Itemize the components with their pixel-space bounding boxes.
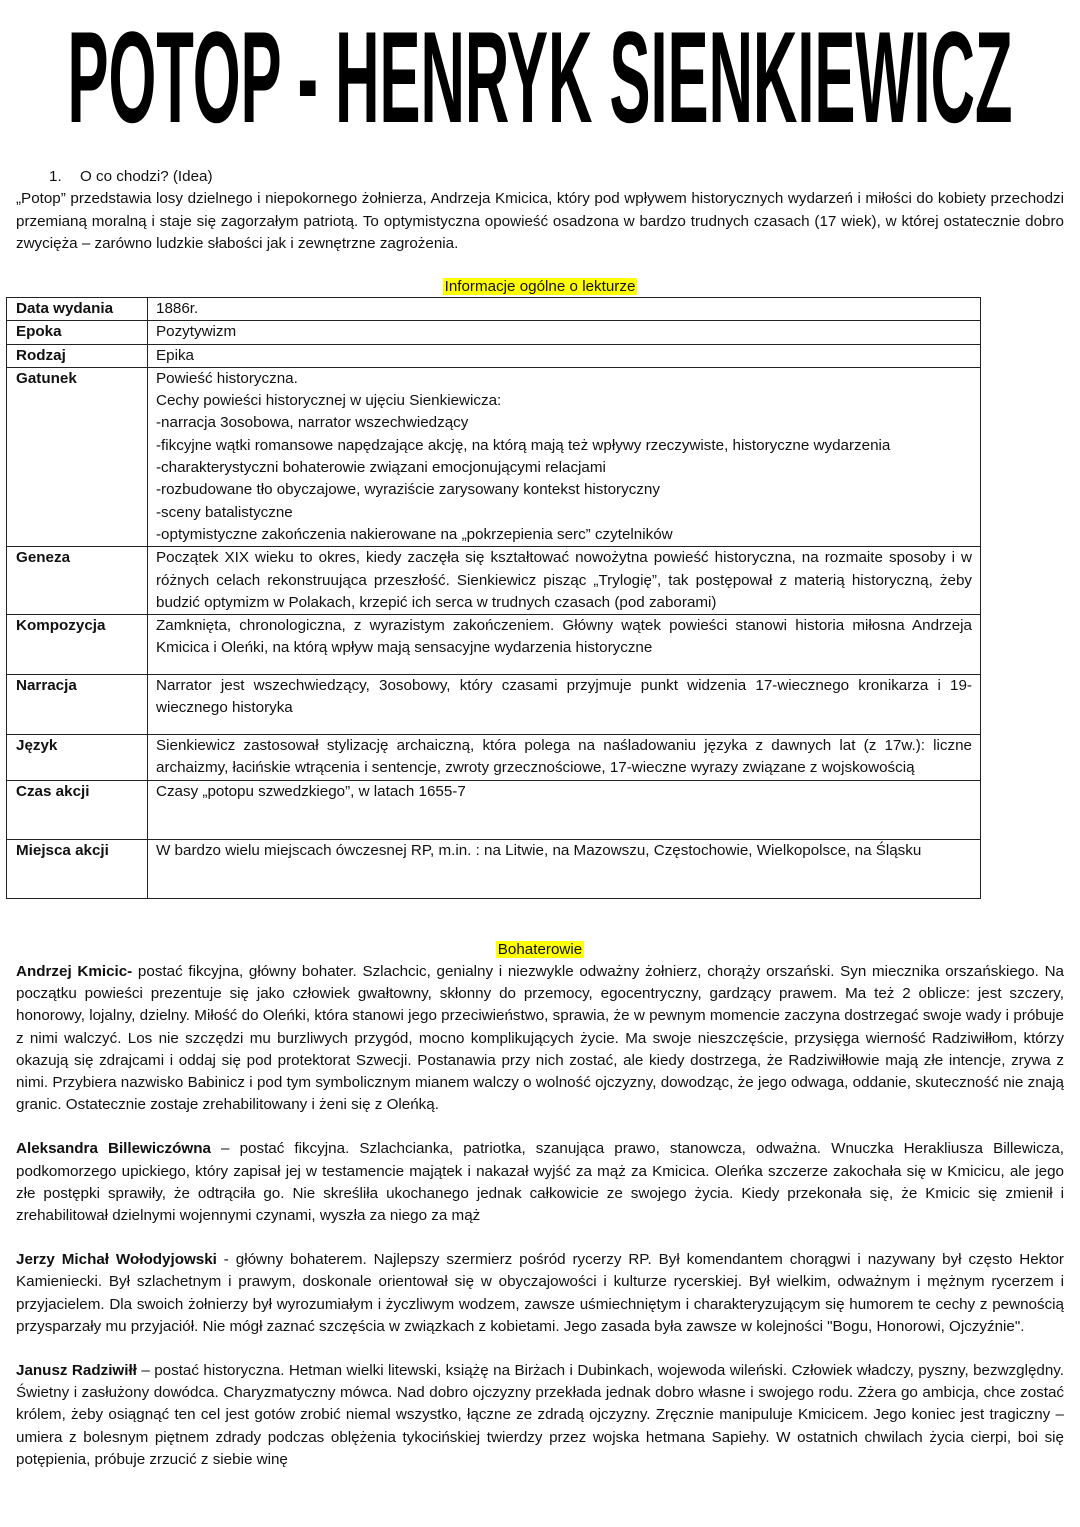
row-value: Sienkiewicz zastosował stylizację archaiczną, która polega na naśladowaniu języka z dawnych lat (z 17w.): liczne archaizmy, łacińskie wtrącenia i sentencje, zwroty grzecznościowe, 17-wieczne wyrazy związane z wojskowością xyxy=(148,735,981,781)
hero-paragraph xyxy=(16,1360,1064,1471)
table-row xyxy=(7,298,981,321)
idea-number: 1. xyxy=(49,168,62,185)
row-value: Powieść historyczna. Cechy powieści historycznej w ujęciu Sienkiewicza: -narracja 3osobowa, narrator wszechwiedzący -fikcyjne wątki romansowe napędzające akcję, na którą mają też wpływy rzeczywiste, historyczne wydarzenia -charakterystyczni bohaterowie związani emocjonującymi relacjami -rozbudowane tło obyczajowe, wyraziście zarysowany kontekst historyczny -sceny batalistyczne -optymistyczne zakończenia nakierowane na „pokrzepienia serc” czytelników xyxy=(148,367,981,546)
table-row xyxy=(7,321,981,344)
heroes-section xyxy=(16,961,1064,1493)
table-row xyxy=(7,547,981,615)
idea-text: „Potop” przedstawia losy dzielnego i niepokornego żołnierza, Andrzeja Kmicica, który pod wpływem historycznych wydarzeń i miłości do kobiety przechodzi przemianą moralną i staje się zagorzałym patriotą. To optymistyczna opowieść osadzona w bardzo trudnych czasach (17 wiek), w której ostatecznie dobro zwycięża – zarówno ludzkie słabości jak i zewnętrzne zagrożenia. xyxy=(16,190,1064,252)
row-label: Miejsca akcji xyxy=(7,839,148,898)
idea-heading-text: O co chodzi? (Idea) xyxy=(80,168,213,185)
heroes-heading xyxy=(0,940,1080,960)
table-row xyxy=(7,839,981,898)
hero-name: Andrzej Kmicic- xyxy=(16,963,133,980)
heroes-heading-text: Bohaterowie xyxy=(497,941,583,958)
row-value: Początek XIX wieku to okres, kiedy zaczęła się kształtować nowożytna powieść historyczna, na rozmaite sposoby i w różnych celach rekonstruująca przeszłość. Sienkiewicz pisząc „Trylogię”, tak postępował z materią historyczną, żeby budzić optymizm w Polakach, krzepić ich serca w trudnych czasach (pod zaborami) xyxy=(148,547,981,615)
hero-name: Jerzy Michał Wołodyjowski xyxy=(16,1251,217,1269)
row-label: Geneza xyxy=(7,547,148,615)
table-row xyxy=(7,367,981,546)
page-title xyxy=(0,4,1080,144)
hero-description: – postać fikcyjna. Szlachcianka, patriotka, szanująca prawo, stanowcza, odważna. Wnuczka Herakliusza Billewicza, podkomorzego upickiego, który zapisał jej w testamencie majątek i nakazał wyjść za mąż za Kmicica. Oleńka szczerze zakochała się w Kmicicu, ale jego złe postępki sprawiły, że odtrąciła go. Nie skreśliła ukochanego jednak całkowicie ze swojego życia. Kiedy przekonała się, że Kmicic się zmienił i zrehabilitował dzielnymi wojennymi czynami, wyszła za niego za mąż xyxy=(16,1140,1064,1225)
info-table xyxy=(6,297,981,899)
hero-description: - główny bohaterem. Najlepszy szermierz pośród rycerzy RP. Był komendantem chorągwi i nazywany był często Hektor Kamieniecki. Był szlachetnym i prawym, doskonale orientował się w obyczajowości i kulturze rycerskiej. Był wielkim, odważnym i mężnym rycerzem i przyjacielem. Dla swoich żołnierzy był wyrozumiałym i życzliwym wodzem, zawsze uśmiechniętym i charakteryzującym się humorem te cechy z pewnością przysparzały mu przyjaciół. Nie mógł zaznać szczęścia w związkach z kobietami. Jego zasada była zawsze w kolejności "Bogu, Honorowi, Ojczyźnie". xyxy=(16,1251,1064,1335)
hero-name: Janusz Radziwiłł xyxy=(16,1362,137,1380)
table-row xyxy=(7,675,981,735)
table-row xyxy=(7,344,981,367)
row-value: Pozytywizm xyxy=(148,321,981,344)
hero-paragraph xyxy=(16,1249,1064,1338)
row-label: Czas akcji xyxy=(7,780,148,839)
hero-paragraph xyxy=(16,1138,1064,1227)
title-text: POTOP - HENRYK SIENKIEWICZ xyxy=(67,4,1013,144)
hero-name: Aleksandra Billewiczówna xyxy=(16,1140,211,1158)
row-label: Rodzaj xyxy=(7,344,148,367)
row-value: 1886r. xyxy=(148,298,981,321)
info-heading-text: Informacje ogólne o lekturze xyxy=(444,278,636,295)
info-heading xyxy=(0,277,1080,297)
row-label: Język xyxy=(7,735,148,781)
row-value: Czasy „potopu szwedzkiego”, w latach 1655-7 xyxy=(148,780,981,839)
hero-description: – postać historyczna. Hetman wielki litewski, książę na Birżach i Dubinkach, wojewoda wileński. Człowiek władczy, pyszny, bezwzględny. Świetny i zasłużony dowódca. Charyzmatyczny mówca. Nad dobro ojczyzny przekłada jednak dobro własne i swojego rodu. Zżera go ambicja, chce zostać królem, żeby osiągnąć ten cel jest gotów zrobić niemal wszystko, łączne ze zdradą ojczyzny. Zręcznie manipuluje Kmicicem. Jego koniec jest tragiczny – umiera z bolesnym piętnem zdrady podczas oblężenia tykocińskiej twierdzy przez wojska hetmana Sapiehy. W ostatnich chwilach życia cierpi, boi się potępienia, próbuje zrzucić z siebie winę xyxy=(16,1362,1064,1468)
row-label: Kompozycja xyxy=(7,615,148,675)
table-row xyxy=(7,780,981,839)
idea-heading xyxy=(16,166,1064,188)
row-value: Narrator jest wszechwiedzący, 3osobowy, który czasami przyjmuje punkt widzenia 17-wiecznego kronikarza i 19-wiecznego historyka xyxy=(148,675,981,735)
row-label: Epoka xyxy=(7,321,148,344)
row-label: Gatunek xyxy=(7,367,148,546)
row-label: Data wydania xyxy=(7,298,148,321)
table-row xyxy=(7,615,981,675)
hero-paragraph xyxy=(16,961,1064,1116)
row-value: Epika xyxy=(148,344,981,367)
row-value: Zamknięta, chronologiczna, z wyrazistym zakończeniem. Główny wątek powieści stanowi historia miłosna Andrzeja Kmicica i Oleńki, na którą wpływ mają sensacyjne wydarzenia historyczne xyxy=(148,615,981,675)
row-value: W bardzo wielu miejscach ówczesnej RP, m.in. : na Litwie, na Mazowszu, Częstochowie, Wielkopolsce, na Śląsku xyxy=(148,839,981,898)
idea-section xyxy=(16,166,1064,255)
table-row xyxy=(7,735,981,781)
hero-description: postać fikcyjna, główny bohater. Szlachcic, genialny i niezwykle odważny żołnierz, chorąży orszański. Syn miecznika orszańskiego. Na początku powieści prezentuje się jako człowiek gwałtowny, skłonny do przemocy, egocentryczny, gardzący prawem. Ma też 2 oblicze: jest szczery, honorowy, lojalny, dzielny. Miłość do Oleńki, która stanowi jego przeciwieństwo, sprawia, że w pewnym momencie zaczyna dostrzegać swoje wady i próbuje z nimi walczyć. Los nie szczędzi mu burzliwych przygód, mocno komplikujących życie. Ma swoje nieszczęście, przysięga wierność Radziwiłłom, którzy okazują się zdrajcami i oddaj się pod protektorat Szwecji. Postanawia przy nich zostać, ale kiedy dostrzega, że Radziwiłłowie mają złe intencje, zrywa z nimi. Przybiera nazwisko Babinicz i pod tym symbolicznym mianem walczy o wolność ojczyzny, dowodząc, że jego odwaga, oddanie, skuteczność nie znają granic. Ostatecznie zostaje zrehabilitowany i żeni się z Oleńką. xyxy=(16,963,1064,1114)
row-label: Narracja xyxy=(7,675,148,735)
